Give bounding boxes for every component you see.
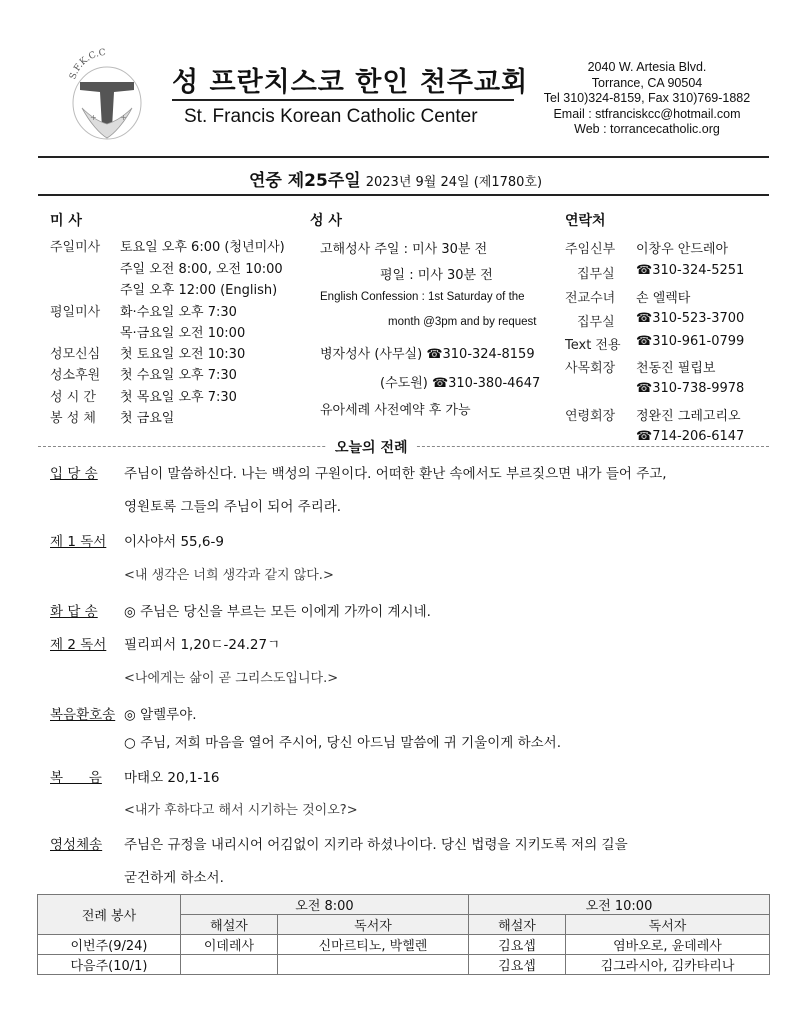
reader-cell: 신마르티노, 박헬렌 — [278, 935, 469, 955]
first-reading-label: 제 1 독서 — [50, 534, 107, 550]
tau-cross-icon — [62, 48, 152, 148]
mass-label: 성 시 간 — [50, 390, 96, 405]
second-reading-ref: 필리피서 1,20ㄷ-24.27ㄱ — [124, 637, 281, 653]
contact-value: 이창우 안드레아 — [636, 242, 729, 257]
issue-divider — [38, 194, 769, 196]
contact-value: ☎310-523-3700 — [636, 311, 745, 326]
commentator-header: 해설자 — [181, 915, 278, 935]
contact-label: 주임신부 — [565, 242, 616, 257]
confession-sunday: 고해성사 주일 : 미사 30분 전 — [320, 242, 488, 257]
english-confession: English Confession : 1st Saturday of the — [320, 291, 525, 303]
psalm-label: 화 답 송 — [50, 604, 98, 620]
svg-text:+: + — [120, 113, 127, 122]
mass-time: 화·수요일 오후 7:30 — [120, 305, 237, 320]
header-divider — [38, 156, 769, 158]
mass-time: 목·금요일 오전 10:00 — [120, 326, 246, 341]
communion-antiphon-text-cont: 굳건하게 하소서. — [124, 870, 224, 886]
address-line: 2040 W. Artesia Blvd. — [587, 60, 707, 74]
contact-value: ☎714-206-6147 — [636, 429, 745, 444]
contact-label: 집무실 — [577, 267, 615, 282]
entrance-antiphon-label: 입 당 송 — [50, 466, 98, 482]
anointing-office: 병자성사 (사무실) ☎310-324-8159 — [320, 347, 535, 362]
reader-cell — [278, 955, 469, 975]
contact-label: 집무실 — [577, 315, 615, 330]
sunday-title: 연중 제25주일 — [248, 171, 361, 191]
contact-value: ☎310-324-5251 — [636, 263, 745, 278]
contact-value: ☎310-738-9978 — [636, 381, 745, 396]
second-reading-label: 제 2 독서 — [50, 637, 107, 653]
web-line: Web : torrancecatholic.org — [574, 122, 720, 136]
church-name-korean: 성 프란치스코 한인 천주교회 — [172, 67, 529, 98]
issue-heading — [0, 166, 791, 191]
contact-value: ☎310-961-0799 — [636, 334, 745, 349]
communion-antiphon-label: 영성체송 — [50, 837, 103, 853]
church-logo — [62, 48, 152, 148]
contact-value: 손 엘렉타 — [636, 291, 691, 306]
alleluia-label: 복음환호송 — [50, 707, 116, 723]
anointing-monastery: (수도원) ☎310-380-4647 — [380, 376, 541, 391]
commentator-cell — [181, 955, 278, 975]
email-line: Email : stfranciskcc@hotmail.com — [553, 106, 741, 121]
mass-time: 첫 목요일 오후 7:30 — [120, 390, 237, 405]
confession-weekday: 평일 : 미사 30분 전 — [380, 268, 493, 283]
mass-10-header: 오전 10:00 — [469, 895, 770, 915]
contact-label: 연령회장 — [565, 409, 616, 424]
mass-time: 첫 금요일 — [120, 411, 175, 426]
phone-line: Tel 310)324-8159, Fax 310)769-1882 — [543, 91, 751, 105]
mass-time: 주일 오후 12:00 (English) — [120, 283, 278, 298]
church-address — [522, 60, 772, 138]
week-cell: 이번주(9/24) — [38, 935, 181, 955]
alleluia-text: ◎ 알렐루야. — [124, 707, 197, 723]
entrance-antiphon-text: 주님이 말씀하신다. 나는 백성의 구원이다. 어떠한 환난 속에서도 부르짖으면 내가 들어 주고, — [124, 466, 667, 482]
reader-header: 독서자 — [566, 915, 770, 935]
reader-cell: 김그라시아, 김카타리나 — [566, 955, 770, 975]
first-reading-ref: 이사야서 55,6-9 — [124, 534, 224, 550]
psalm-text: ◎ 주님은 당신을 부르는 모든 이에게 가까이 계시네. — [124, 604, 431, 620]
commentator-cell: 김요셉 — [469, 935, 566, 955]
contact-value: 천동진 필립보 — [636, 361, 716, 376]
table-row — [38, 935, 770, 955]
contact-value: 정완진 그레고리오 — [636, 409, 741, 424]
commentator-cell: 이데레사 — [181, 935, 278, 955]
gospel-label: 복 음 — [50, 770, 102, 786]
contact-label: Text 전용 — [565, 338, 621, 353]
mass-8-header: 오전 8:00 — [181, 895, 469, 915]
reader-header: 독서자 — [278, 915, 469, 935]
contact-label: 사목회장 — [565, 361, 616, 376]
mass-label: 주일미사 — [50, 240, 101, 255]
week-cell: 다음주(10/1) — [38, 955, 181, 975]
mass-label: 성모신심 — [50, 347, 101, 362]
english-confession-cont: month @3pm and by request — [388, 316, 537, 328]
reader-cell: 염바오로, 윤데레사 — [566, 935, 770, 955]
mass-time: 첫 토요일 오전 10:30 — [120, 347, 246, 362]
mass-heading: 미 사 — [50, 213, 82, 229]
gospel-ref: 마태오 20,1-16 — [124, 770, 220, 786]
commentator-header: 해설자 — [469, 915, 566, 935]
svg-text:S.F.K.C.C: S.F.K.C.C — [68, 48, 107, 81]
communion-antiphon-text: 주님은 규정을 내리시어 어김없이 지키라 하셨나이다. 당신 법령을 지키도록 저의 길을 — [124, 837, 628, 853]
entrance-antiphon-text-cont: 영원토록 그들의 주님이 되어 주리라. — [124, 499, 342, 515]
contact-heading: 연락처 — [565, 213, 606, 229]
commentator-cell: 김요셉 — [469, 955, 566, 975]
title-divider — [172, 99, 514, 101]
issue-date: 2023년 9월 24일 (제1780호) — [365, 175, 543, 190]
gospel-summary: <내가 후하다고 해서 시기하는 것이오?> — [124, 803, 358, 818]
alleluia-verse: ○ 주님, 저희 마음을 열어 주시어, 당신 아드님 말씀에 귀 기울이게 하소서. — [124, 735, 562, 751]
church-name-english: St. Francis Korean Catholic Center — [184, 106, 478, 127]
table-row — [38, 955, 770, 975]
mass-time: 주일 오전 8:00, 오전 10:00 — [120, 262, 283, 277]
mass-label: 평일미사 — [50, 305, 101, 320]
sacrament-heading: 성 사 — [310, 213, 342, 229]
mass-time: 토요일 오후 6:00 (청년미사) — [120, 240, 285, 255]
address-line: Torrance, CA 90504 — [591, 75, 703, 90]
second-reading-summary: <나에게는 삶이 곧 그리스도입니다.> — [124, 671, 339, 686]
mass-time: 첫 수요일 오후 7:30 — [120, 368, 237, 383]
mass-label: 봉 성 체 — [50, 411, 96, 426]
liturgy-service-table — [37, 894, 770, 975]
svg-text:+: + — [90, 113, 97, 122]
first-reading-summary: <내 생각은 너희 생각과 같지 않다.> — [124, 568, 334, 583]
contact-label: 전교수녀 — [565, 291, 616, 306]
table-corner: 전례 봉사 — [38, 895, 181, 935]
infant-baptism: 유아세례 사전예약 후 가능 — [320, 403, 471, 418]
liturgy-title: 오늘의 전례 — [327, 437, 416, 457]
mass-label: 성소후원 — [50, 368, 101, 383]
